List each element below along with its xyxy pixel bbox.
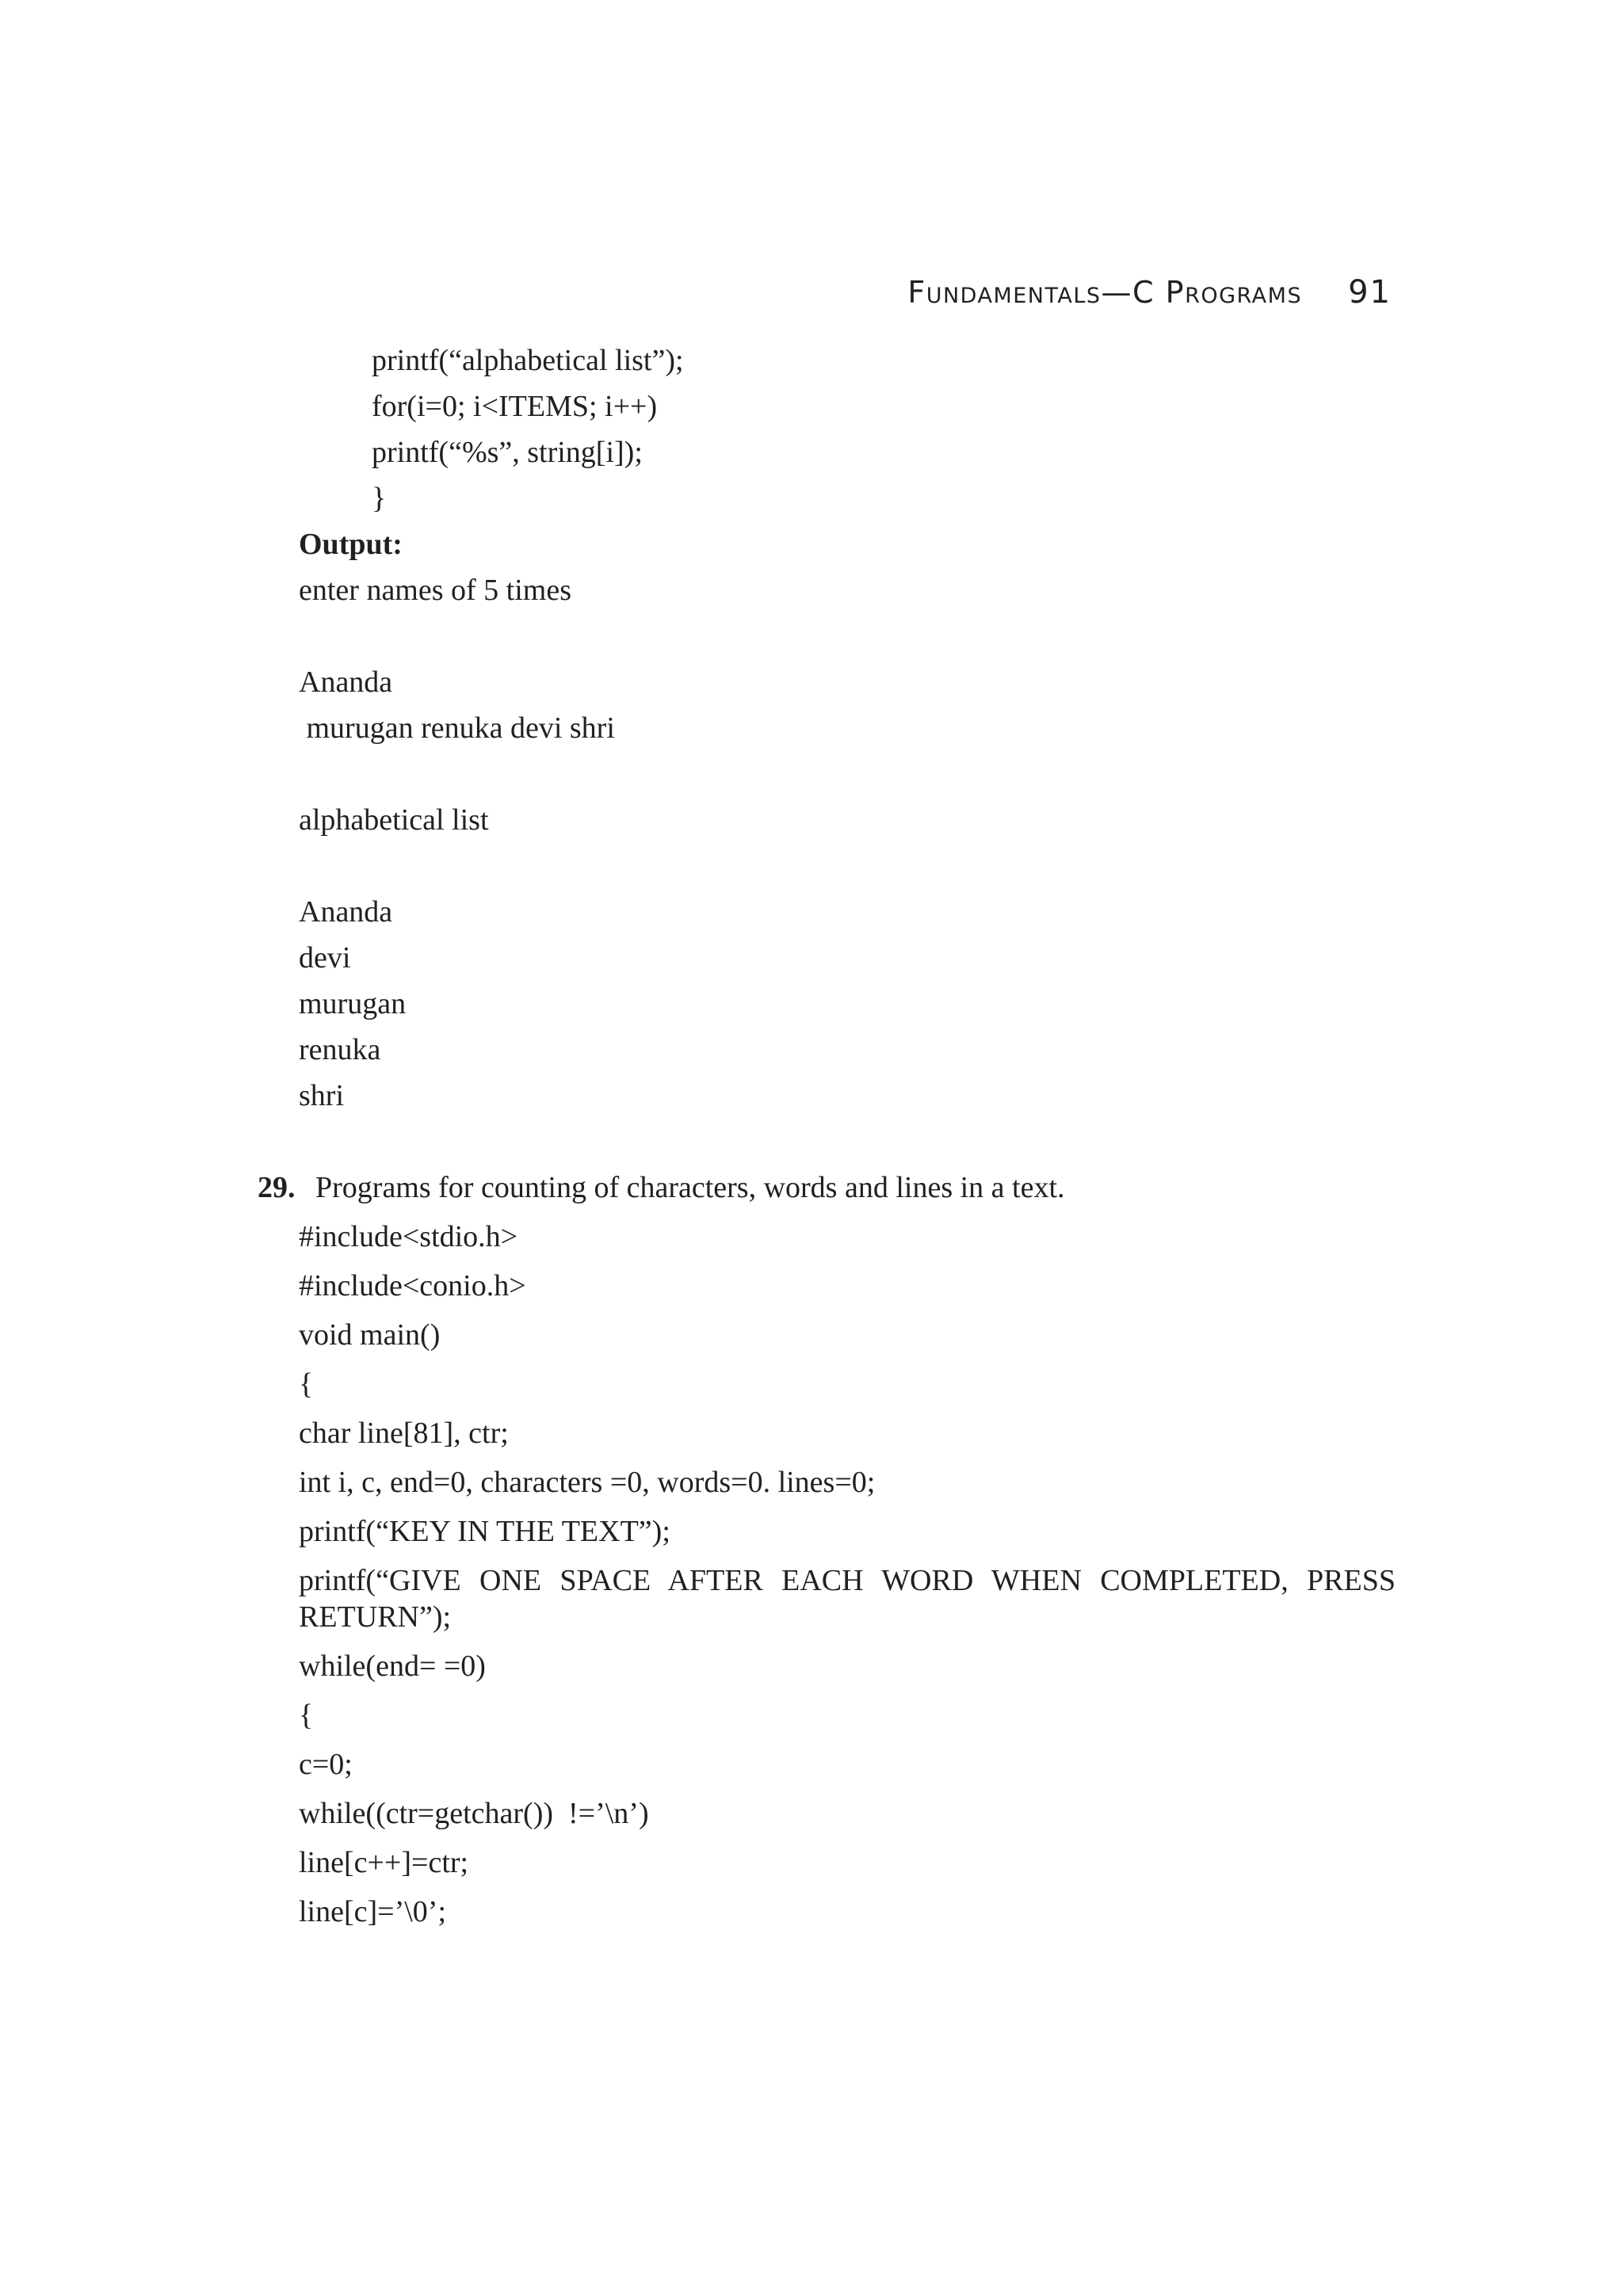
output-line: enter names of 5 times bbox=[299, 574, 572, 607]
code-line-long: printf(“GIVE ONE SPACE AFTER EACH WORD WHEN COMPLETED, PRESS bbox=[299, 1564, 1396, 1597]
output-heading: Output: bbox=[299, 528, 403, 561]
page-number: 91 bbox=[1348, 274, 1392, 311]
output-line: alphabetical list bbox=[299, 803, 489, 837]
question-number: 29. bbox=[258, 1171, 296, 1204]
code-line: printf(“%s”, string[i]); bbox=[372, 436, 643, 469]
output-line: devi bbox=[299, 941, 351, 974]
code-line: for(i=0; i<ITEMS; i++) bbox=[372, 390, 658, 423]
code-line: c=0; bbox=[299, 1748, 353, 1781]
code-line: printf(“alphabetical list”); bbox=[372, 344, 684, 377]
page-header bbox=[907, 274, 1392, 322]
output-line: renuka bbox=[299, 1033, 381, 1066]
output-line: shri bbox=[299, 1079, 344, 1112]
code-line: while((ctr=getchar()) !=’\n’) bbox=[299, 1797, 649, 1830]
output-line: Ananda bbox=[299, 895, 393, 929]
code-line: void main() bbox=[299, 1318, 441, 1352]
code-line: { bbox=[299, 1367, 314, 1401]
code-line: #include<stdio.h> bbox=[299, 1220, 518, 1253]
question-title: Programs for counting of characters, words and lines in a text. bbox=[315, 1171, 1065, 1204]
code-line: line[c]=’\0’; bbox=[299, 1895, 447, 1928]
code-line: int i, c, end=0, characters =0, words=0. lines=0; bbox=[299, 1466, 876, 1499]
code-line: { bbox=[299, 1699, 314, 1732]
code-line: } bbox=[372, 482, 387, 515]
code-line: char line[81], ctr; bbox=[299, 1417, 509, 1450]
output-line: murugan bbox=[299, 987, 407, 1020]
code-line: while(end= =0) bbox=[299, 1650, 486, 1683]
code-line: printf(“KEY IN THE TEXT”); bbox=[299, 1515, 670, 1548]
running-title: Fundamentals—C Programs bbox=[907, 275, 1303, 310]
output-line: murugan renuka devi shri bbox=[299, 711, 615, 745]
code-line: line[c++]=ctr; bbox=[299, 1846, 469, 1879]
code-line: #include<conio.h> bbox=[299, 1269, 526, 1302]
code-line-long-cont: RETURN”); bbox=[299, 1600, 452, 1634]
output-line: Ananda bbox=[299, 666, 393, 699]
